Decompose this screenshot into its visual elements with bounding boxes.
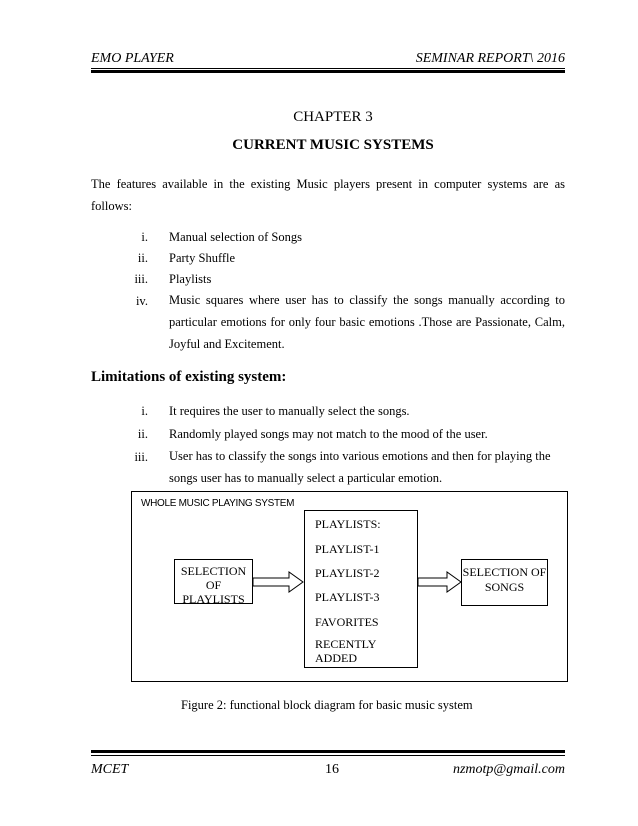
footer-rule-thick <box>91 750 565 753</box>
limitation-number: ii. <box>137 427 148 441</box>
footer-left: MCET <box>91 762 129 777</box>
playlist-item: PLAYLIST-2 <box>315 566 380 580</box>
chapter-title: CURRENT MUSIC SYSTEMS <box>232 137 434 153</box>
feature-item: Party Shuffle <box>169 251 236 265</box>
header-rule-thin <box>91 68 565 69</box>
footer-rule-thin <box>91 755 565 756</box>
header-right: SEMINAR REPORT\ 2016 <box>415 51 565 66</box>
footer-right: nzmotp@gmail.com <box>452 762 565 777</box>
selection-of-playlists-box: SELECTION OF PLAYLISTS <box>174 559 253 604</box>
diagram-title: WHOLE MUSIC PLAYING SYSTEM <box>141 498 295 509</box>
limitation-item: Randomly played songs may not match to the mood of the user. <box>169 427 488 441</box>
feature-number: i. <box>141 230 148 244</box>
block-diagram <box>131 491 568 682</box>
feature-item: Playlists <box>169 272 212 286</box>
playlists-box <box>304 510 418 668</box>
selection-of-songs-box: SELECTION OF SONGS <box>461 559 548 606</box>
arrow-right-icon <box>253 570 304 594</box>
header-left: EMO PLAYER <box>91 51 174 66</box>
playlist-item: RECENTLY ADDED <box>315 637 377 665</box>
playlist-item: PLAYLIST-3 <box>315 590 380 604</box>
feature-item: Manual selection of Songs <box>169 230 302 244</box>
header-rule-thick <box>91 70 565 73</box>
limitation-number: iii. <box>134 450 148 464</box>
feature-number: ii. <box>137 251 148 265</box>
limitation-item: It requires the user to manually select the songs. <box>169 404 410 418</box>
playlist-item: PLAYLIST-1 <box>315 542 380 556</box>
feature-number: iv. <box>135 294 148 308</box>
playlist-item: FAVORITES <box>315 615 379 629</box>
feature-item: Music squares where user has to classify the songs manually according to particular emotions for only four basic emotions .Those are Passionate, Calm, Joyful and Excitement. <box>169 293 565 351</box>
limitation-number: i. <box>141 404 148 418</box>
limitations-heading: Limitations of existing system: <box>91 369 287 385</box>
chapter-number: CHAPTER 3 <box>293 109 373 125</box>
arrow-right-icon <box>418 570 462 594</box>
feature-number: iii. <box>134 272 148 286</box>
figure-caption: Figure 2: functional block diagram for basic music system <box>181 698 473 712</box>
playlist-item: PLAYLISTS: <box>315 517 381 531</box>
intro-paragraph: The features available in the existing Music players present in computer systems are as follows: <box>91 177 565 213</box>
limitation-item: User has to classify the songs into various emotions and then for playing the songs user has to manually select a particular emotion. <box>169 449 551 485</box>
page-number: 16 <box>325 762 339 777</box>
